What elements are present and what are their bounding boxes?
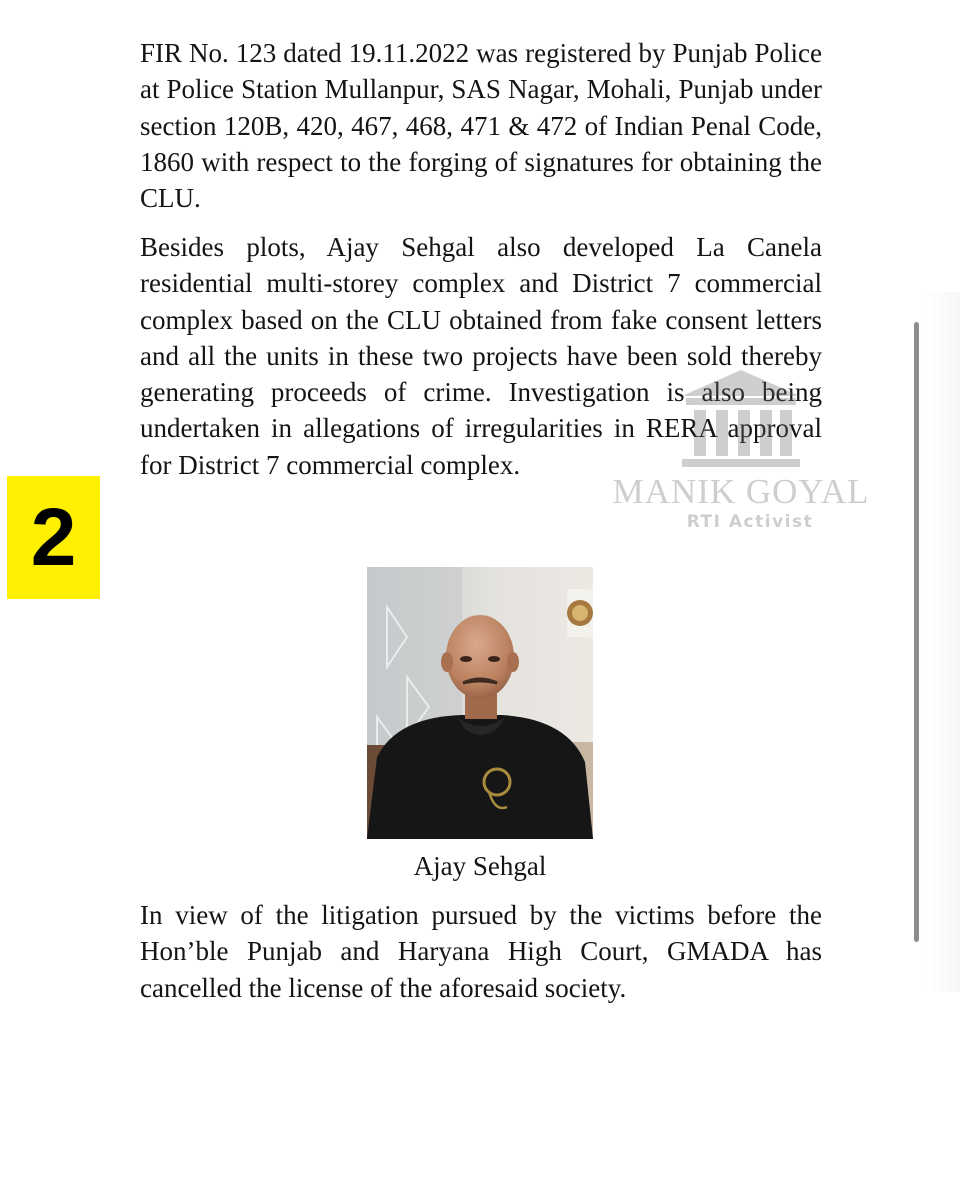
scrollbar-track bbox=[924, 292, 960, 992]
page-number: 2 bbox=[30, 491, 77, 583]
photo-caption: Ajay Sehgal bbox=[413, 851, 547, 881]
watermark-role: RTI Activist bbox=[686, 512, 814, 532]
page-number-badge bbox=[7, 476, 100, 599]
paragraph-projects: Besides plots, Ajay Sehgal also developed La Canela residential multi-storey complex and District 7 commercial complex based on the CLU obtained from fake consent letters and all the units in these two projects have been sold thereby generating proceeds of crime. Investigation is also being undertaken in allegations of irregularities in RERA approval for District 7 commercial complex. bbox=[140, 232, 822, 480]
paragraph-fir-details: FIR No. 123 dated 19.11.2022 was registered by Punjab Police at Police Station Mullanpur, SAS Nagar, Mohali, Punjab under section 120B, 420, 467, 468, 471 & 472 of Indian Penal Code, 1860 with respect to the forging of signatures for obtaining the CLU. bbox=[140, 38, 822, 214]
watermark-name: MANIK GOYAL bbox=[612, 472, 870, 511]
paragraph-license-cancelled: In view of the litigation pursued by the victims before the Hon’ble Punjab and Haryana High Court, GMADA has cancelled the license of the aforesaid society. bbox=[140, 900, 822, 1003]
scrollbar-thumb[interactable] bbox=[914, 322, 919, 942]
portrait-photo bbox=[367, 567, 593, 839]
